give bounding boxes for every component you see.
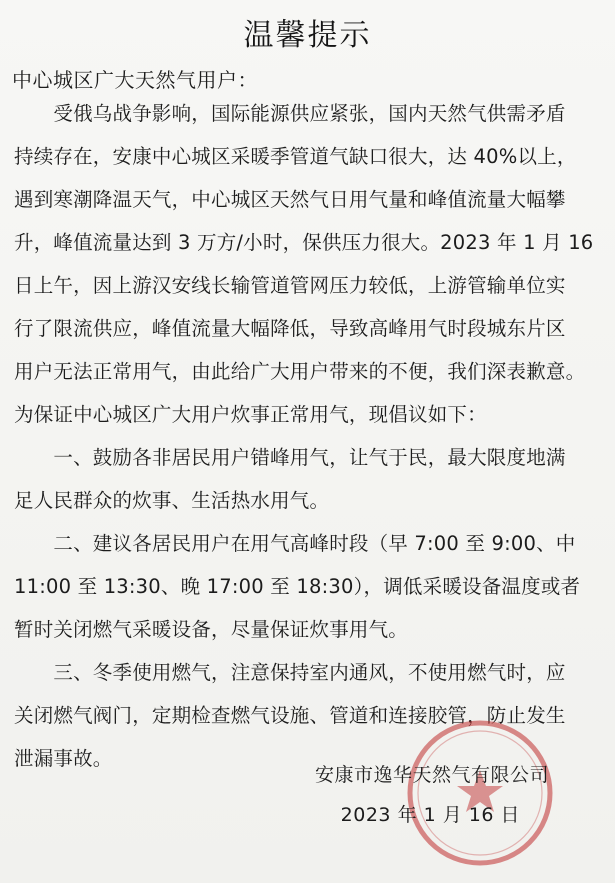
company-seal-stamp [405, 718, 555, 868]
body-line: 日上午，因上游汉安线长输管道管网压力较低，上游管输单位实 [14, 274, 566, 297]
signature-date: 2023 年 1 月 16 日 [340, 804, 520, 826]
body-line: 受俄乌战争影响，国际能源供应紧张，国内天然气供需矛盾 [14, 102, 566, 125]
body-line: 暂时关闭燃气采暖设备，尽量保证炊事用气。 [14, 618, 409, 641]
salutation: 中心城区广大天然气用户： [12, 68, 258, 92]
body-line: 足人民群众的炊事、生活热水用气。 [14, 489, 330, 512]
body-line: 持续存在，安康中心城区采暖季管道气缺口很大，达 40%以上， [14, 145, 577, 168]
notice-title: 温馨提示 [243, 18, 372, 53]
body-line: 行了限流供应，峰值流量大幅降低，导致高峰用气时段城东片区 [14, 317, 566, 340]
body-line: 为保证中心城区广大用户炊事正常用气，现倡议如下： [14, 403, 487, 426]
body-line: 11:00 至 13:30、晚 17:00 至 18:30），调低采暖设备温度或者 [14, 575, 581, 598]
body-line: 遇到寒潮降温天气，中心城区天然气日用气量和峰值流量大幅攀 [14, 188, 566, 211]
body-line: 用户无法正常用气，由此给广大用户带来的不便，我们深表歉意。 [14, 360, 586, 383]
body-line: 关闭燃气阀门，定期检查燃气设施、管道和连接胶管，防止发生 [14, 704, 566, 727]
body-line: 二、建议各居民用户在用气高峰时段（早 7:00 至 9:00、中 [14, 532, 576, 555]
signature-company: 安康市逸华天然气有限公司 [314, 764, 549, 786]
body-line: 一、鼓励各非居民用户错峰用气，让气于民，最大限度地满 [14, 446, 566, 469]
body-line: 三、冬季使用燃气，注意保持室内通风，不使用燃气时，应 [14, 661, 566, 684]
body-line: 升，峰值流量达到 3 万方/小时，保供压力很大。2023 年 1 月 16 [14, 231, 594, 254]
body-line: 泄漏事故。 [14, 747, 113, 770]
